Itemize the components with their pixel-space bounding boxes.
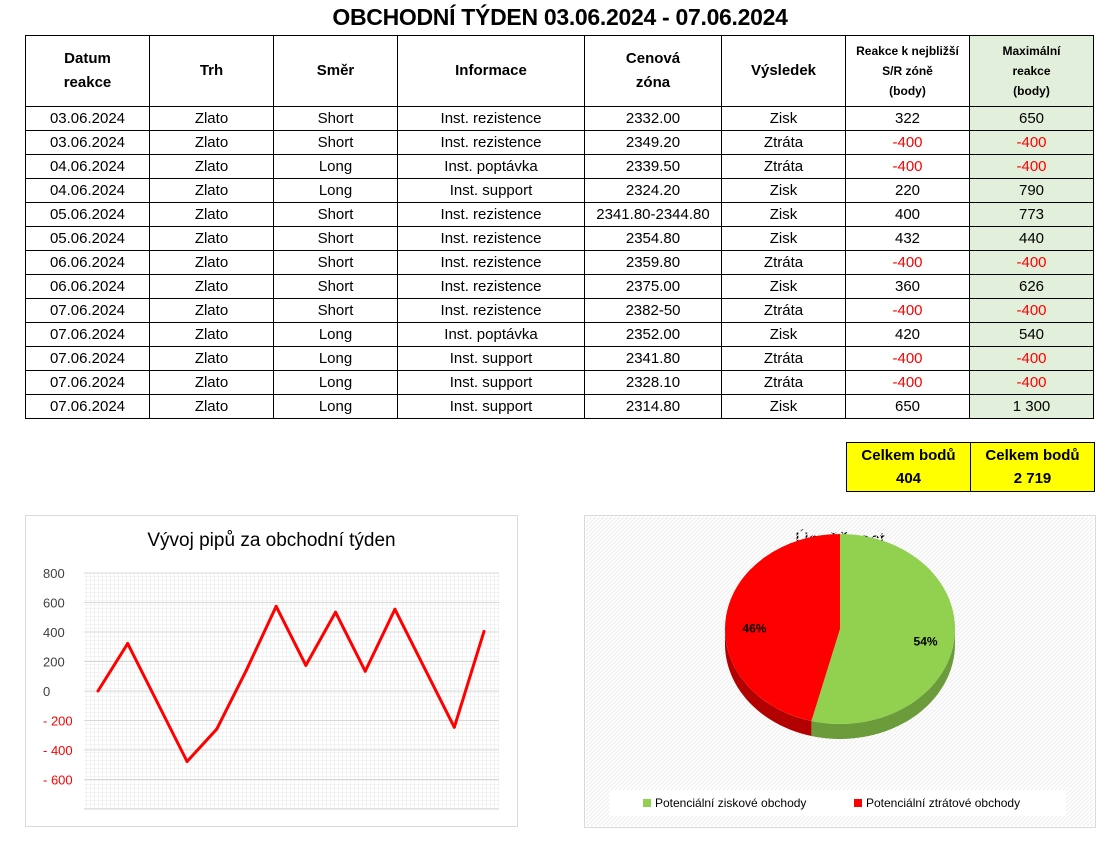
data-point: [215, 728, 218, 731]
cell-info: Inst. support: [398, 347, 585, 371]
y-tick-label: 0: [43, 684, 51, 699]
cell-date: 05.06.2024: [26, 203, 150, 227]
header-zone: Cenová zóna: [585, 36, 722, 107]
cell-market: Zlato: [150, 371, 274, 395]
table-row: [26, 299, 1094, 323]
cell-reaction: 400: [846, 203, 970, 227]
cell-info: Inst. rezistence: [398, 299, 585, 323]
cell-max: 790: [970, 179, 1094, 203]
cell-info: Inst. poptávka: [398, 155, 585, 179]
cell-zone: 2339.50: [585, 155, 722, 179]
cell-direction: Long: [274, 179, 398, 203]
cell-zone: 2359.80: [585, 251, 722, 275]
cell-reaction: 360: [846, 275, 970, 299]
cell-date: 07.06.2024: [26, 323, 150, 347]
cell-result: Ztráta: [722, 371, 846, 395]
data-point: [245, 669, 248, 672]
trades-table: [25, 35, 1094, 419]
cell-info: Inst. rezistence: [398, 251, 585, 275]
table-row: [26, 395, 1094, 419]
cell-direction: Short: [274, 251, 398, 275]
cell-max: -400: [970, 371, 1094, 395]
cell-zone: 2324.20: [585, 179, 722, 203]
cell-date: 03.06.2024: [26, 107, 150, 131]
cell-max: 1 300: [970, 395, 1094, 419]
table-row: [26, 275, 1094, 299]
table-header-row: [26, 36, 1094, 107]
cell-market: Zlato: [150, 203, 274, 227]
cell-direction: Short: [274, 107, 398, 131]
cell-result: Zisk: [722, 227, 846, 251]
header-reaction: Reakce k nejbližší S/R zóně (body): [846, 36, 970, 107]
cell-date: 06.06.2024: [26, 251, 150, 275]
cell-info: Inst. rezistence: [398, 227, 585, 251]
cell-direction: Long: [274, 371, 398, 395]
cell-reaction: -400: [846, 131, 970, 155]
legend-label: Potenciální ziskové obchody: [655, 796, 807, 810]
table-row: [26, 323, 1094, 347]
cell-info: Inst. poptávka: [398, 323, 585, 347]
cell-direction: Long: [274, 347, 398, 371]
cell-info: Inst. support: [398, 371, 585, 395]
cell-zone: 2328.10: [585, 371, 722, 395]
cell-info: Inst. rezistence: [398, 131, 585, 155]
table-row: [26, 107, 1094, 131]
data-point: [334, 611, 337, 614]
cell-info: Inst. rezistence: [398, 203, 585, 227]
cell-result: Ztráta: [722, 131, 846, 155]
table-row: [26, 371, 1094, 395]
y-tick-label: 200: [43, 654, 65, 670]
cell-zone: 2349.20: [585, 131, 722, 155]
cell-date: 03.06.2024: [26, 131, 150, 155]
header-date: Datum reakce: [26, 36, 150, 107]
cell-reaction: 432: [846, 227, 970, 251]
cell-result: Zisk: [722, 179, 846, 203]
cell-zone: 2341.80: [585, 347, 722, 371]
page-title: OBCHODNÍ TÝDEN 03.06.2024 - 07.06.2024: [332, 4, 788, 30]
table-row: [26, 131, 1094, 155]
cell-result: Ztráta: [722, 299, 846, 323]
cell-market: Zlato: [150, 107, 274, 131]
cell-direction: Long: [274, 155, 398, 179]
header-info: Informace: [398, 36, 585, 107]
cell-zone: 2354.80: [585, 227, 722, 251]
reaction-total-cell: Celkem bodů 404: [847, 443, 971, 492]
cell-direction: Short: [274, 227, 398, 251]
cell-reaction: -400: [846, 371, 970, 395]
cell-info: Inst. support: [398, 179, 585, 203]
data-point: [453, 726, 456, 729]
y-tick-label: - 400: [43, 743, 73, 758]
cell-max: -400: [970, 131, 1094, 155]
header-result: Výsledek: [722, 36, 846, 107]
cell-info: Inst. support: [398, 395, 585, 419]
cell-direction: Short: [274, 275, 398, 299]
data-point: [423, 667, 426, 670]
cell-result: Zisk: [722, 323, 846, 347]
cell-date: 07.06.2024: [26, 347, 150, 371]
cell-date: 04.06.2024: [26, 155, 150, 179]
cell-reaction: 220: [846, 179, 970, 203]
cell-date: 05.06.2024: [26, 227, 150, 251]
cell-direction: Long: [274, 323, 398, 347]
totals-table: [846, 442, 1095, 492]
legend-label: Potenciální ztrátové obchody: [866, 796, 1021, 810]
cell-info: Inst. rezistence: [398, 275, 585, 299]
cell-max: 440: [970, 227, 1094, 251]
cell-reaction: -400: [846, 155, 970, 179]
cell-market: Zlato: [150, 155, 274, 179]
cell-zone: 2341.80-2344.80: [585, 203, 722, 227]
pie-chart: [584, 515, 1096, 828]
cell-max: -400: [970, 299, 1094, 323]
cell-market: Zlato: [150, 299, 274, 323]
cell-market: Zlato: [150, 275, 274, 299]
cell-reaction: -400: [846, 299, 970, 323]
cell-max: 626: [970, 275, 1094, 299]
data-point: [393, 608, 396, 611]
pie-slice-label: 54%: [913, 634, 938, 649]
pie-slice-label: 46%: [742, 621, 767, 636]
cell-result: Zisk: [722, 395, 846, 419]
data-point: [97, 690, 100, 693]
y-tick-label: 800: [43, 566, 65, 581]
cell-date: 06.06.2024: [26, 275, 150, 299]
cell-zone: 2382-50: [585, 299, 722, 323]
cell-market: Zlato: [150, 227, 274, 251]
header-market: Trh: [150, 36, 274, 107]
cell-max: 773: [970, 203, 1094, 227]
cell-direction: Short: [274, 203, 398, 227]
cell-max: -400: [970, 155, 1094, 179]
line-chart-title: Vývoj pipů za obchodní týden: [147, 530, 396, 551]
table-row: [26, 227, 1094, 251]
cell-result: Zisk: [722, 107, 846, 131]
cell-market: Zlato: [150, 323, 274, 347]
cell-reaction: -400: [846, 251, 970, 275]
table-row: [26, 203, 1094, 227]
table-row: [26, 251, 1094, 275]
cell-zone: 2314.80: [585, 395, 722, 419]
cell-max: -400: [970, 251, 1094, 275]
cell-result: Ztráta: [722, 155, 846, 179]
cell-date: 04.06.2024: [26, 179, 150, 203]
cell-result: Ztráta: [722, 251, 846, 275]
cell-zone: 2332.00: [585, 107, 722, 131]
pie-legend: [610, 790, 1066, 816]
y-tick-label: 400: [43, 625, 65, 640]
cell-zone: 2375.00: [585, 275, 722, 299]
cell-max: -400: [970, 347, 1094, 371]
table-row: [26, 179, 1094, 203]
cell-info: Inst. rezistence: [398, 107, 585, 131]
cell-market: Zlato: [150, 131, 274, 155]
data-point: [304, 664, 307, 667]
cell-max: 650: [970, 107, 1094, 131]
cell-direction: Short: [274, 131, 398, 155]
cell-market: Zlato: [150, 347, 274, 371]
cell-direction: Short: [274, 299, 398, 323]
y-tick-label: 600: [43, 595, 65, 611]
cell-market: Zlato: [150, 251, 274, 275]
cell-result: Ztráta: [722, 347, 846, 371]
cell-direction: Long: [274, 395, 398, 419]
cell-date: 07.06.2024: [26, 395, 150, 419]
legend-swatch: [643, 799, 651, 807]
cell-result: Zisk: [722, 275, 846, 299]
header-max-reaction: Maximální reakce (body): [970, 36, 1094, 107]
table-row: [26, 155, 1094, 179]
cell-date: 07.06.2024: [26, 299, 150, 323]
y-tick-label: - 200: [43, 713, 73, 729]
cell-market: Zlato: [150, 179, 274, 203]
data-point: [156, 701, 159, 704]
cell-reaction: -400: [846, 347, 970, 371]
pie-chart-svg: [585, 516, 1095, 827]
line-chart-svg: [26, 516, 517, 826]
max-total-cell: Celkem bodů 2 719: [971, 443, 1095, 492]
cell-reaction: 420: [846, 323, 970, 347]
cell-reaction: 322: [846, 107, 970, 131]
cell-reaction: 650: [846, 395, 970, 419]
cell-date: 07.06.2024: [26, 371, 150, 395]
data-point: [275, 605, 278, 608]
data-point: [186, 760, 189, 763]
cell-zone: 2352.00: [585, 323, 722, 347]
cell-market: Zlato: [150, 395, 274, 419]
data-point: [483, 630, 486, 633]
table-row: [26, 347, 1094, 371]
cell-max: 540: [970, 323, 1094, 347]
line-chart: [25, 515, 518, 827]
data-point: [126, 642, 129, 645]
header-direction: Směr: [274, 36, 398, 107]
y-tick-label: - 600: [43, 772, 73, 788]
cell-result: Zisk: [722, 203, 846, 227]
legend-swatch: [854, 799, 862, 807]
data-point: [364, 670, 367, 673]
